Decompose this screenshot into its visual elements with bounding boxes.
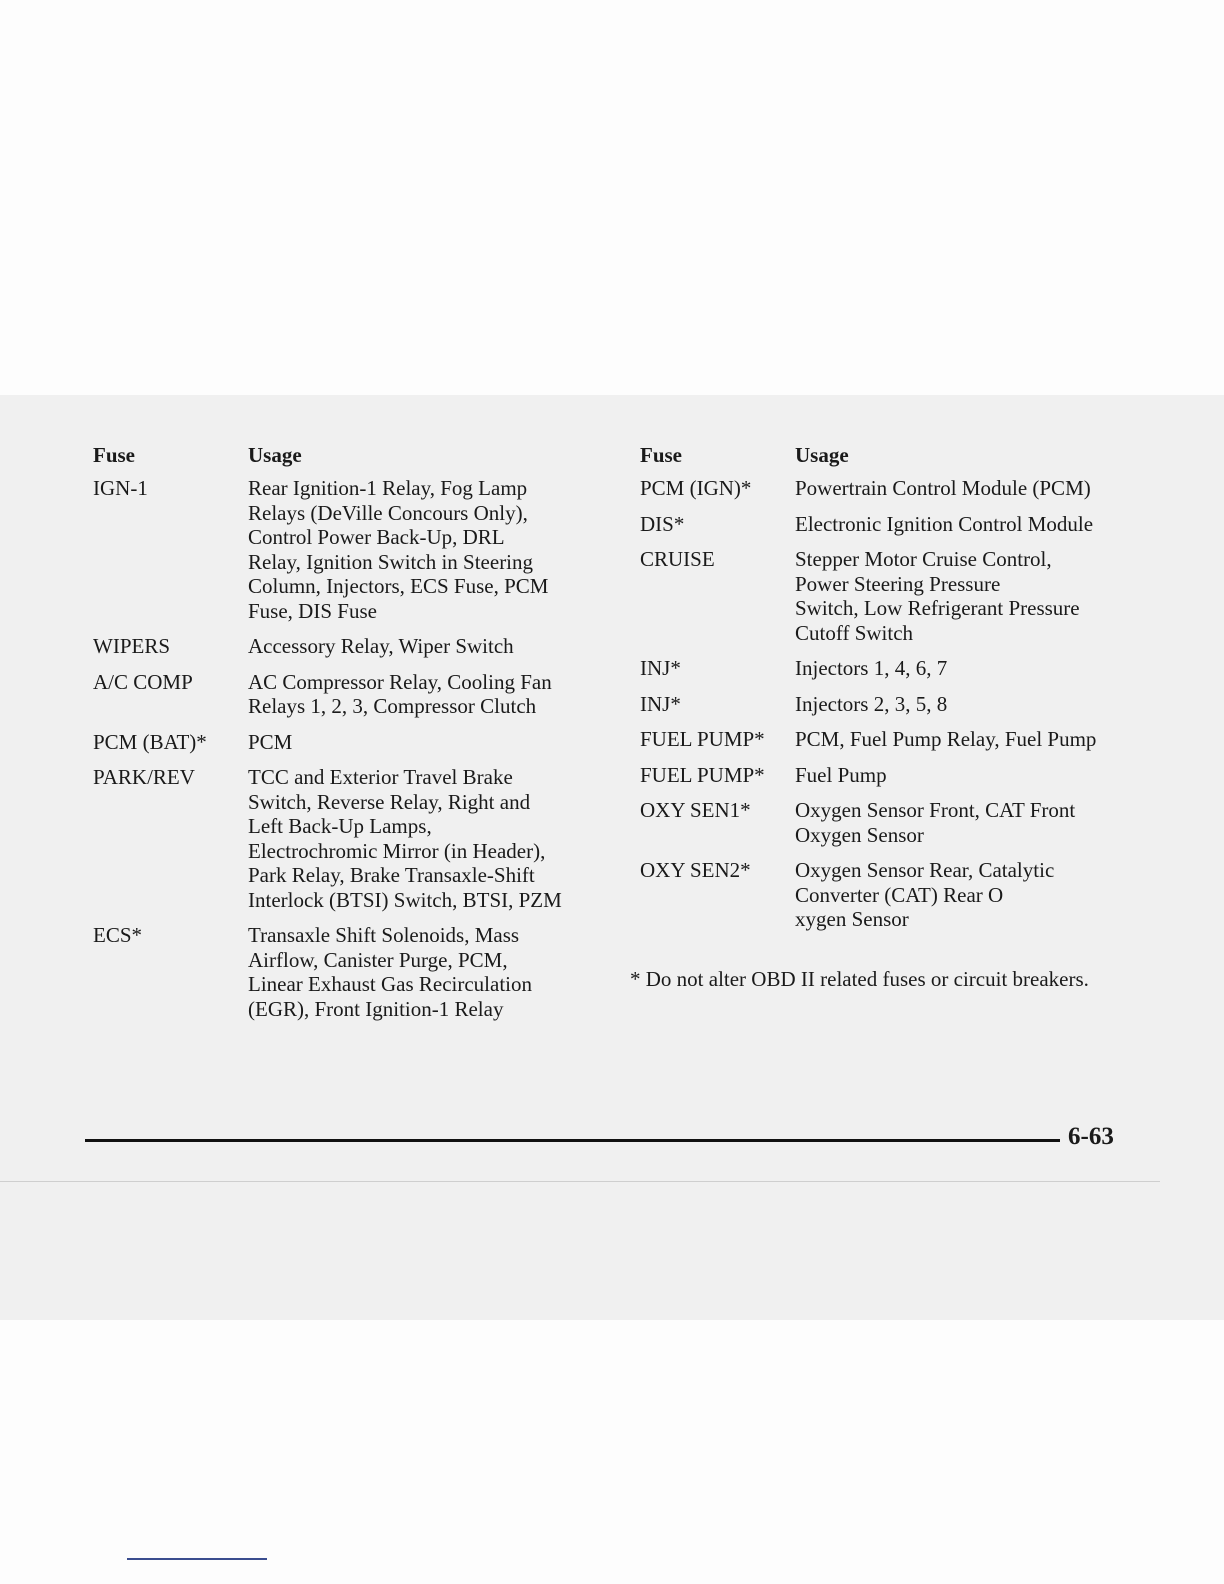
- table-row: [93, 730, 613, 755]
- fuse-name: OXY SEN1*: [640, 798, 751, 822]
- fuse-column-header: Fuse: [640, 443, 682, 467]
- fuse-usage: PCM: [248, 729, 293, 754]
- fuse-usage: Electronic Ignition Control Module: [795, 511, 1094, 536]
- fuse-usage: Oxygen Sensor Rear, Catalytic Converter (CAT) Rear O xygen Sensor: [795, 858, 1055, 931]
- fuse-name: CRUISE: [640, 547, 715, 571]
- fuse-name: IGN-1: [93, 476, 148, 500]
- fuse-usage: Fuel Pump: [795, 762, 887, 787]
- table-row: [640, 512, 1180, 537]
- fuse-table-left: [93, 440, 613, 1032]
- fuse-name: DIS*: [640, 511, 685, 536]
- table-row: [640, 798, 1180, 847]
- table-row: [93, 476, 613, 623]
- footer-rule: [85, 1139, 1060, 1142]
- fuse-usage: TCC and Exterior Travel Brake Switch, Reverse Relay, Right and Left Back-Up Lamps, Electrochromic Mirror (in Header), Park Relay, Brake Transaxle-Shift Interlock (BTSI) Switch, BTSI, PZM: [248, 765, 562, 912]
- fuse-name: ECS*: [93, 923, 143, 947]
- bottom-accent-rule: [127, 1558, 267, 1560]
- fuse-usage: Injectors 1, 4, 6, 7: [795, 656, 948, 680]
- fuse-name: A/C COMP: [93, 669, 193, 694]
- table-row: [640, 727, 1180, 752]
- page-number: 6-63: [1068, 1123, 1114, 1150]
- table-row: [640, 763, 1180, 788]
- fuse-name: FUEL PUMP*: [640, 727, 765, 751]
- table-row: [640, 476, 1180, 501]
- fuse-column-header: Fuse: [93, 443, 135, 467]
- table-row: [640, 547, 1180, 645]
- fuse-name: PARK/REV: [93, 765, 195, 789]
- fuse-name: OXY SEN2*: [640, 858, 751, 882]
- fuse-usage: Injectors 2, 3, 5, 8: [795, 691, 948, 716]
- fuse-usage: AC Compressor Relay, Cooling Fan Relays 1, 2, 3, Compressor Clutch: [248, 669, 552, 718]
- fuse-usage: Transaxle Shift Solenoids, Mass Airflow, Canister Purge, PCM, Linear Exhaust Gas Recirculation (EGR), Front Ignition-1 Relay: [248, 923, 532, 1021]
- table-row: [640, 656, 1180, 681]
- fuse-usage: Stepper Motor Cruise Control, Power Steering Pressure Switch, Low Refrigerant Pressure Cutoff Switch: [795, 547, 1080, 645]
- fuse-name: WIPERS: [93, 634, 171, 658]
- table-row: [93, 634, 613, 659]
- fuse-usage: Rear Ignition-1 Relay, Fog Lamp Relays (DeVille Concours Only), Control Power Back-Up, DRL Relay, Ignition Switch in Steering Column, Injectors, ECS Fuse, PCM Fuse, DIS Fuse: [248, 476, 549, 623]
- table-header: [93, 440, 613, 470]
- fuse-name: INJ*: [640, 656, 681, 680]
- footnote: * Do not alter OBD II related fuses or circuit breakers.: [630, 967, 1089, 991]
- table-row: [640, 858, 1180, 932]
- fuse-name: FUEL PUMP*: [640, 762, 765, 787]
- fuse-name: PCM (IGN)*: [640, 476, 752, 500]
- fuse-usage: Powertrain Control Module (PCM): [795, 476, 1091, 500]
- fuse-name: INJ*: [640, 691, 681, 716]
- fuse-name: PCM (BAT)*: [93, 729, 207, 754]
- usage-column-header: Usage: [795, 443, 849, 467]
- table-row: [93, 765, 613, 912]
- table-header: [640, 440, 1180, 470]
- fuse-usage: Oxygen Sensor Front, CAT Front Oxygen Sensor: [795, 798, 1076, 847]
- scan-edge-line: [0, 1181, 1160, 1182]
- table-row: [93, 923, 613, 1021]
- usage-column-header: Usage: [248, 443, 302, 467]
- fuse-table-right: [640, 440, 1180, 943]
- fuse-usage: Accessory Relay, Wiper Switch: [248, 634, 514, 658]
- table-row: [93, 670, 613, 719]
- fuse-usage: PCM, Fuel Pump Relay, Fuel Pump: [795, 727, 1097, 751]
- table-row: [640, 692, 1180, 717]
